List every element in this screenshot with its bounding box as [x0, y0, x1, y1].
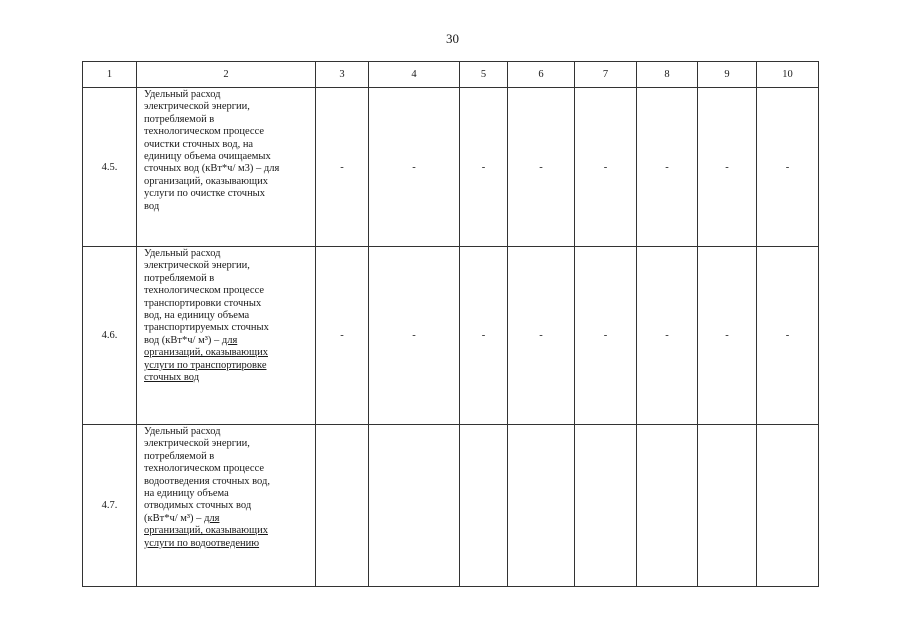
underlined-line: организаций, оказывающих: [144, 347, 268, 359]
description-line: Удельный расход: [144, 248, 221, 259]
header-cell: 5: [460, 62, 508, 88]
description-line: Удельный расход: [144, 426, 221, 437]
underlined-text: для: [204, 512, 220, 524]
header-cell: 9: [698, 62, 757, 88]
value-cell: [369, 425, 460, 587]
description-line: [144, 513, 309, 525]
value-cell: [460, 425, 508, 587]
value-cell: [575, 425, 637, 587]
description-line: услуги по очистке сточных: [144, 188, 265, 200]
header-row: [83, 62, 819, 88]
underlined-line: услуги по транспортировке: [144, 359, 267, 371]
value-cell: [316, 425, 369, 587]
description-line: [144, 335, 309, 347]
description-line: технологическом процессе: [144, 285, 265, 297]
header-cell: 1: [83, 62, 137, 88]
table-row: [83, 247, 819, 425]
header-cell: 8: [637, 62, 698, 88]
description-line: транспортировки сточных: [144, 297, 262, 309]
underlined-line: сточных вод: [144, 372, 200, 384]
header-cell: 2: [137, 62, 316, 88]
row-description: [137, 425, 316, 587]
description-line: транспортируемых сточных: [144, 322, 269, 334]
row-description: [137, 247, 316, 425]
description-text: (кВт*ч/ м³) –: [144, 512, 205, 524]
description-line: потребляемой в: [144, 272, 215, 284]
value-cell: [698, 425, 757, 587]
value-cell: -: [757, 247, 819, 425]
value-cell: -: [316, 247, 369, 425]
description-line: вод: [144, 200, 160, 212]
value-cell: [757, 425, 819, 587]
value-cell: -: [698, 88, 757, 247]
value-cell: -: [369, 88, 460, 247]
description-line: Удельный расход: [144, 89, 221, 100]
value-cell: -: [637, 247, 698, 425]
value-cell: -: [460, 247, 508, 425]
value-cell: [508, 425, 575, 587]
row-description: [137, 88, 316, 247]
header-cell: 7: [575, 62, 637, 88]
row-number: 4.7.: [83, 425, 137, 587]
value-cell: -: [575, 88, 637, 247]
header-cell: 4: [369, 62, 460, 88]
description-line: электрической энергии,: [144, 101, 250, 113]
table-row: [83, 425, 819, 587]
description-line: водоотведения сточных вод,: [144, 475, 270, 487]
row-number: 4.5.: [83, 88, 137, 247]
description-line: единицу объема очищаемых: [144, 151, 271, 163]
description-line: сточных вод (кВт*ч/ м3) – для: [144, 163, 280, 175]
description-line: отводимых сточных вод: [144, 500, 252, 512]
underlined-line: организаций, оказывающих: [144, 525, 268, 537]
description-line: электрической энергии,: [144, 438, 250, 450]
value-cell: -: [316, 88, 369, 247]
description-line: технологическом процессе: [144, 463, 265, 475]
table-row: [83, 88, 819, 247]
header-cell: 6: [508, 62, 575, 88]
description-line: потребляемой в: [144, 113, 215, 125]
value-cell: -: [637, 88, 698, 247]
value-cell: [637, 425, 698, 587]
header-cell: 3: [316, 62, 369, 88]
description-line: на единицу объема: [144, 488, 229, 500]
value-cell: -: [460, 88, 508, 247]
value-cell: -: [369, 247, 460, 425]
value-cell: -: [508, 88, 575, 247]
description-text: вод (кВт*ч/ м³) –: [144, 334, 222, 346]
description-line: вод, на единицу объема: [144, 310, 250, 322]
row-number: 4.6.: [83, 247, 137, 425]
value-cell: -: [757, 88, 819, 247]
underlined-line: услуги по водоотведению: [144, 537, 260, 549]
description-line: организаций, оказывающих: [144, 175, 268, 187]
page-number: 30: [446, 31, 459, 46]
value-cell: -: [698, 247, 757, 425]
value-cell: -: [508, 247, 575, 425]
underlined-text: для: [221, 334, 238, 346]
description-line: очистки сточных вод, на: [144, 138, 254, 150]
header-cell: 10: [757, 62, 819, 88]
value-cell: -: [575, 247, 637, 425]
description-line: технологическом процессе: [144, 126, 265, 138]
data-table: [82, 61, 819, 587]
description-line: электрической энергии,: [144, 260, 250, 272]
description-line: потребляемой в: [144, 450, 215, 462]
